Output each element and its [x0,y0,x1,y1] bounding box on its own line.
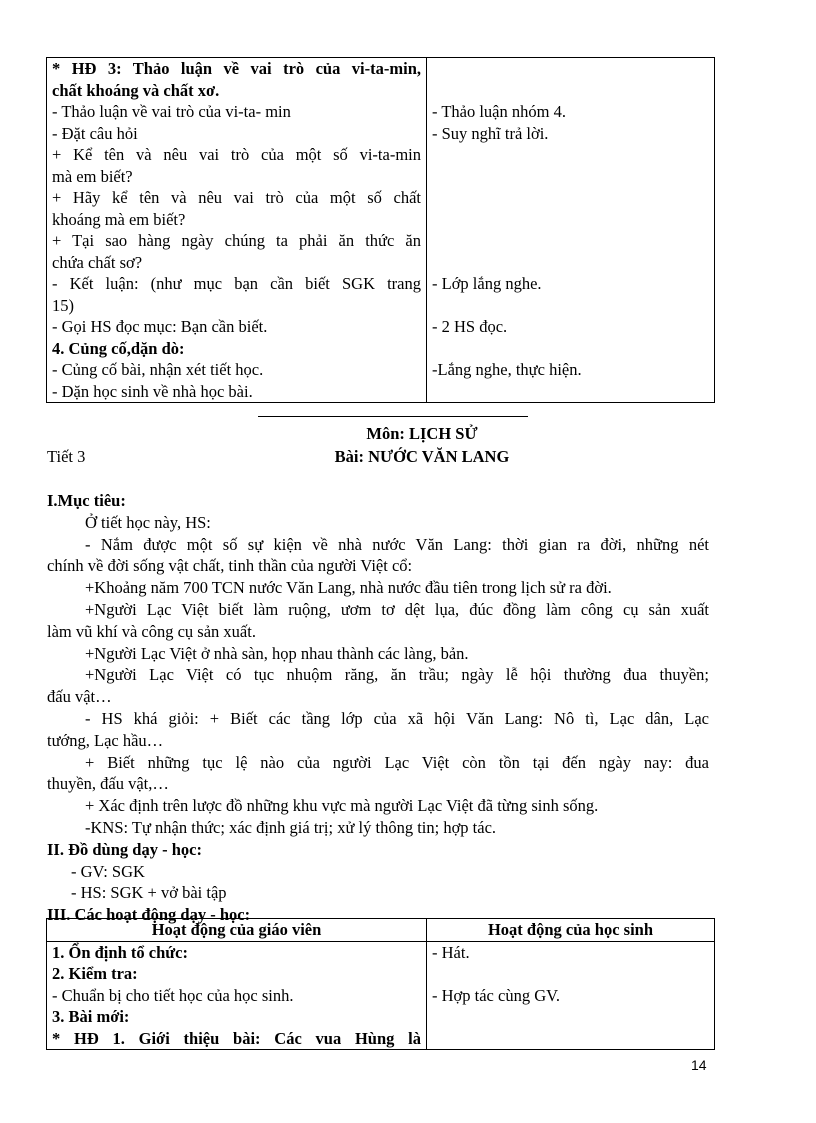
text-line [432,381,709,403]
text-line: 15) [52,295,74,315]
text-line: - HS: SGK + vở bài tập [71,883,227,903]
divider-line [258,416,528,417]
text-line: - Nắm được một số sự kiện về nhà nước Văn Lang: thời gian ra đời, những nét [85,534,709,554]
text-line [432,252,709,274]
table-row [47,941,715,1050]
text-line: 2. Kiểm tra: [52,964,138,983]
text-line: +Khoảng năm 700 TCN nước Văn Lang, nhà nước đầu tiên trong lịch sử ra đời. [85,578,612,598]
text-line: làm vũ khí và công cụ sản xuất. [47,621,256,641]
text-line: * HĐ 1. Giới thiệu bài: Các vua Hùng là [52,1028,421,1048]
text-line [432,144,709,166]
text-line: Ở tiết học này, HS: [85,512,211,532]
text-line: - Gọi HS đọc mục: Bạn cần biết. [52,317,268,336]
period-label: Tiết 3 [47,447,86,466]
activity-table-bottom [46,918,715,1050]
text-line: III. Các hoạt động dạy - học: [47,905,251,925]
text-line: + Kể tên và nêu vai trò của một số vi-ta-min [52,145,421,164]
text-line: - 2 HS đọc. [432,317,508,336]
text-line: - Thảo luận về vai trò của vi-ta- min [52,102,291,121]
student-activity-cell [427,941,715,1050]
text-line: + Hãy kể tên và nêu vai trò của một số chất [52,188,421,207]
text-line [432,80,709,102]
text-line: +Người Lạc Việt ở nhà sàn, họp nhau thành các làng, bản. [85,643,469,663]
text-line: - Lớp lắng nghe. [432,274,542,293]
text-line: thuyền, đấu vật,… [47,774,169,794]
text-line [432,187,709,209]
text-line: - Hợp tác cùng GV. [432,985,561,1005]
text-line [432,166,709,188]
text-line: - Hát. [432,942,470,962]
text-line: chính về đời sống vật chất, tinh thần của người Việt cổ: [47,556,413,576]
text-line: 1. Ổn định tổ chức: [52,942,188,962]
text-line: chất khoáng và chất xơ. [52,80,220,100]
teacher-activity-cell [47,58,427,403]
text-line: -Lắng nghe, thực hiện. [432,360,582,379]
text-line [432,1006,709,1028]
text-line: khoáng mà em biết? [52,209,186,229]
student-activity-cell [427,58,715,403]
text-line: - HS khá giỏi: + Biết các tầng lớp của xã hội Văn Lang: Nô tì, Lạc dân, Lạc [85,708,709,728]
header-student: Hoạt động của học sinh [427,919,715,942]
text-line [432,963,709,985]
text-line: II. Đồ dùng dạy - học: [47,839,202,859]
text-line: +Người Lạc Việt có tục nhuộm răng, ăn trầu; ngày lễ hội thường đua thuyền; [85,665,709,685]
text-line: 4. Củng cố,dặn dò: [52,338,185,358]
text-line: - Chuẩn bị cho tiết học của học sinh. [52,985,294,1005]
teacher-activity-cell [47,941,427,1050]
text-line: 3. Bài mới: [52,1007,130,1026]
text-line [432,58,709,80]
text-line [432,295,709,317]
text-line: đấu vật… [47,687,112,707]
text-line [432,230,709,252]
activity-table-top [46,57,715,403]
text-line: - Suy nghĩ trả lời. [432,123,549,143]
text-line: * HĐ 3: Thảo luận về vai trò của vi-ta-min, [52,59,421,78]
text-line [432,1028,709,1050]
text-line: - GV: SGK [71,861,145,881]
text-line: + Tại sao hàng ngày chúng ta phải ăn thức ăn [52,231,421,250]
text-line [432,338,709,360]
header-teacher: Hoạt động của giáo viên [47,919,427,942]
text-line: -KNS: Tự nhận thức; xác định giá trị; xử lý thông tin; hợp tác. [85,817,497,837]
text-line: + Xác định trên lược đồ những khu vực mà người Lạc Việt đã từng sinh sống. [85,796,599,816]
table-row [47,58,715,403]
lesson-title: Bài: NƯỚC VĂN LANG [334,447,510,466]
text-line: - Dặn học sinh về nhà học bài. [52,381,253,401]
text-line: +Người Lạc Việt biết làm ruộng, ươm tơ dệt lụa, đúc đồng làm công cụ sản xuất [85,599,709,619]
text-line: + Biết những tục lệ nào của người Lạc Việt còn tồn tại đến ngày nay: đua [85,752,709,772]
text-line [432,209,709,231]
table-header-row [47,919,715,942]
text-line: chứa chất sơ? [52,252,143,272]
text-line: mà em biết? [52,166,133,186]
text-line: - Kết luận: (như mục bạn cần biết SGK trang [52,274,421,293]
text-line: - Củng cố bài, nhận xét tiết học. [52,360,264,379]
page-number: 14 [691,1057,707,1073]
text-line: - Đặt câu hỏi [52,123,138,143]
text-line: tướng, Lạc hầu… [47,730,164,750]
text-line: - Thảo luận nhóm 4. [432,102,566,121]
subject-title: Môn: LỊCH SỬ [366,424,478,443]
lesson-body [47,490,709,926]
text-line: I.Mục tiêu: [47,491,126,510]
